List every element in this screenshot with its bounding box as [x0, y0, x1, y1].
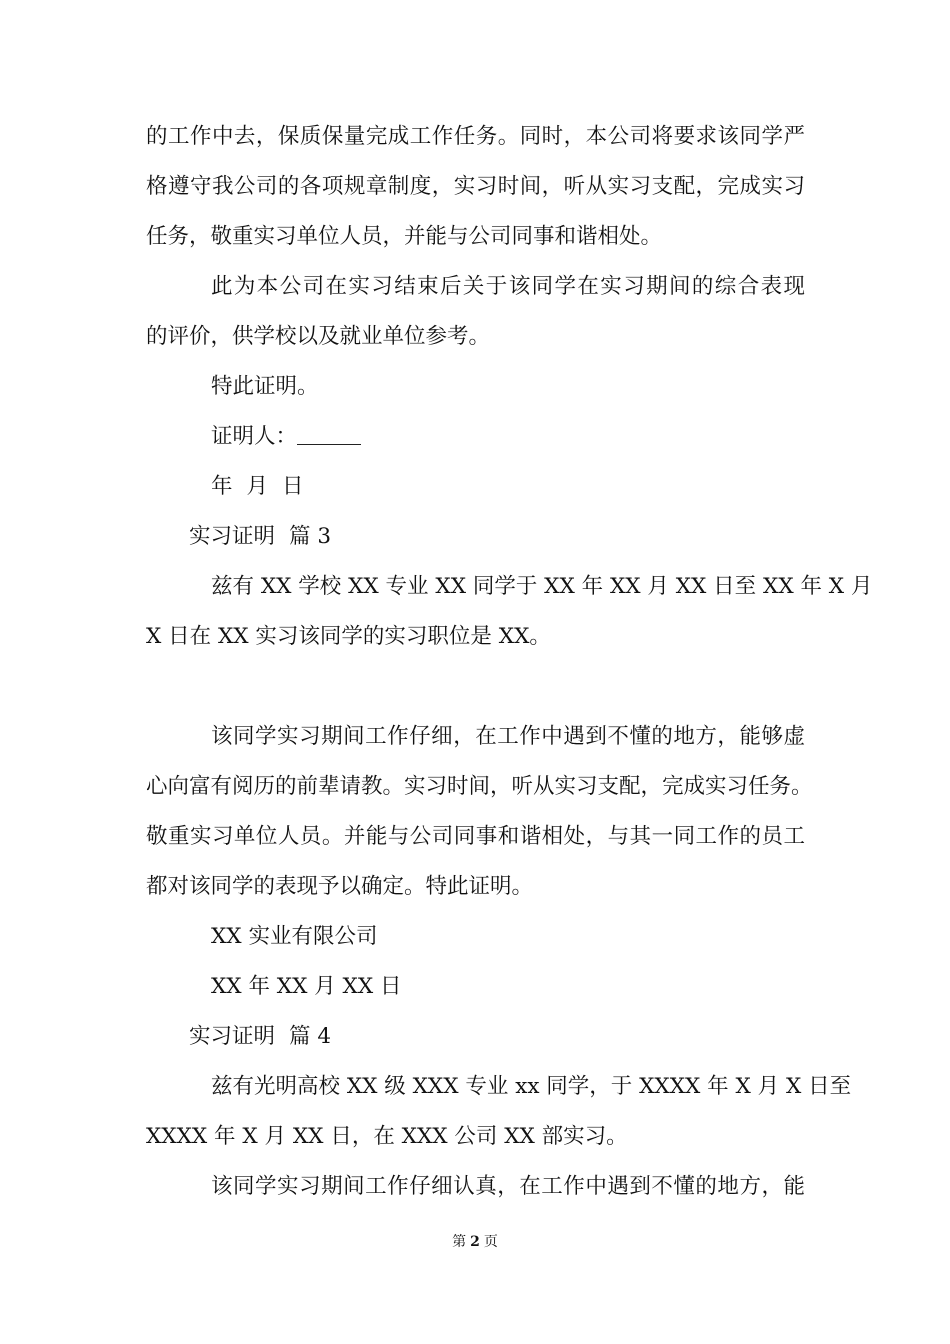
date-month-label: 月: [246, 474, 269, 499]
certifier-label: 证明人：: [211, 424, 298, 449]
paragraph-line: 任务，敬重实习单位人员，并能与公司同事和谐相处。: [146, 224, 663, 249]
signature-date: XX 年 XX 月 XX 日: [211, 974, 402, 999]
section-heading-number: 篇 4: [289, 1024, 332, 1049]
date-year-label: 年: [211, 474, 233, 499]
paragraph-line: XXXX 年 X 月 XX 日，在 XXX 公司 XX 部实习。: [146, 1124, 628, 1149]
paragraph-line: 心向富有阅历的前辈请教。实习时间，听从实习支配，完成实习任务。: [146, 774, 813, 799]
section-heading: [189, 526, 950, 548]
paragraph-line: 兹有 XX 学校 XX 专业 XX 同学于 XX 年 XX 月 XX 日至 XX 年 X 月: [211, 574, 873, 599]
date-day-label: 日: [282, 474, 304, 499]
company-name: XX 实业有限公司: [211, 924, 378, 949]
page-number: 2: [470, 1234, 480, 1250]
page-number-suffix: 页: [483, 1234, 498, 1250]
paragraph-line: X 日在 XX 实习该同学的实习职位是 XX。: [146, 624, 551, 649]
paragraph-line: 该同学实习期间工作仔细认真，在工作中遇到不懂的地方，能: [211, 1174, 805, 1199]
date-line: [211, 476, 950, 498]
paragraph-line: 格遵守我公司的各项规章制度，实习时间，听从实习支配，完成实习: [146, 174, 805, 199]
paragraph-line: 此为本公司在实习结束后关于该同学在实习期间的综合表现: [211, 274, 805, 299]
paragraph-line: 该同学实习期间工作仔细，在工作中遇到不懂的地方，能够虚: [211, 724, 805, 749]
section-heading-number: 篇 3: [289, 524, 332, 549]
section-heading-title: 实习证明: [189, 1024, 276, 1049]
paragraph-line: 的工作中去，保质保量完成工作任务。同时，本公司将要求该同学严: [146, 124, 805, 149]
paragraph-line: 兹有光明高校 XX 级 XXX 专业 xx 同学，于 XXXX 年 X 月 X 日至: [211, 1074, 852, 1099]
certifier-line: [211, 426, 950, 448]
closing-statement: 特此证明。: [211, 374, 319, 399]
section-heading: [189, 1026, 950, 1048]
paragraph-line: 都对该同学的表现予以确定。特此证明。: [146, 874, 534, 899]
page-footer: [0, 1235, 950, 1249]
signature-blank: [297, 426, 361, 445]
page-number-prefix: 第: [452, 1234, 467, 1250]
paragraph-line: 敬重实习单位人员。并能与公司同事和谐相处，与其一同工作的员工: [146, 824, 805, 849]
paragraph-line: 的评价，供学校以及就业单位参考。: [146, 324, 491, 349]
section-heading-title: 实习证明: [189, 524, 276, 549]
